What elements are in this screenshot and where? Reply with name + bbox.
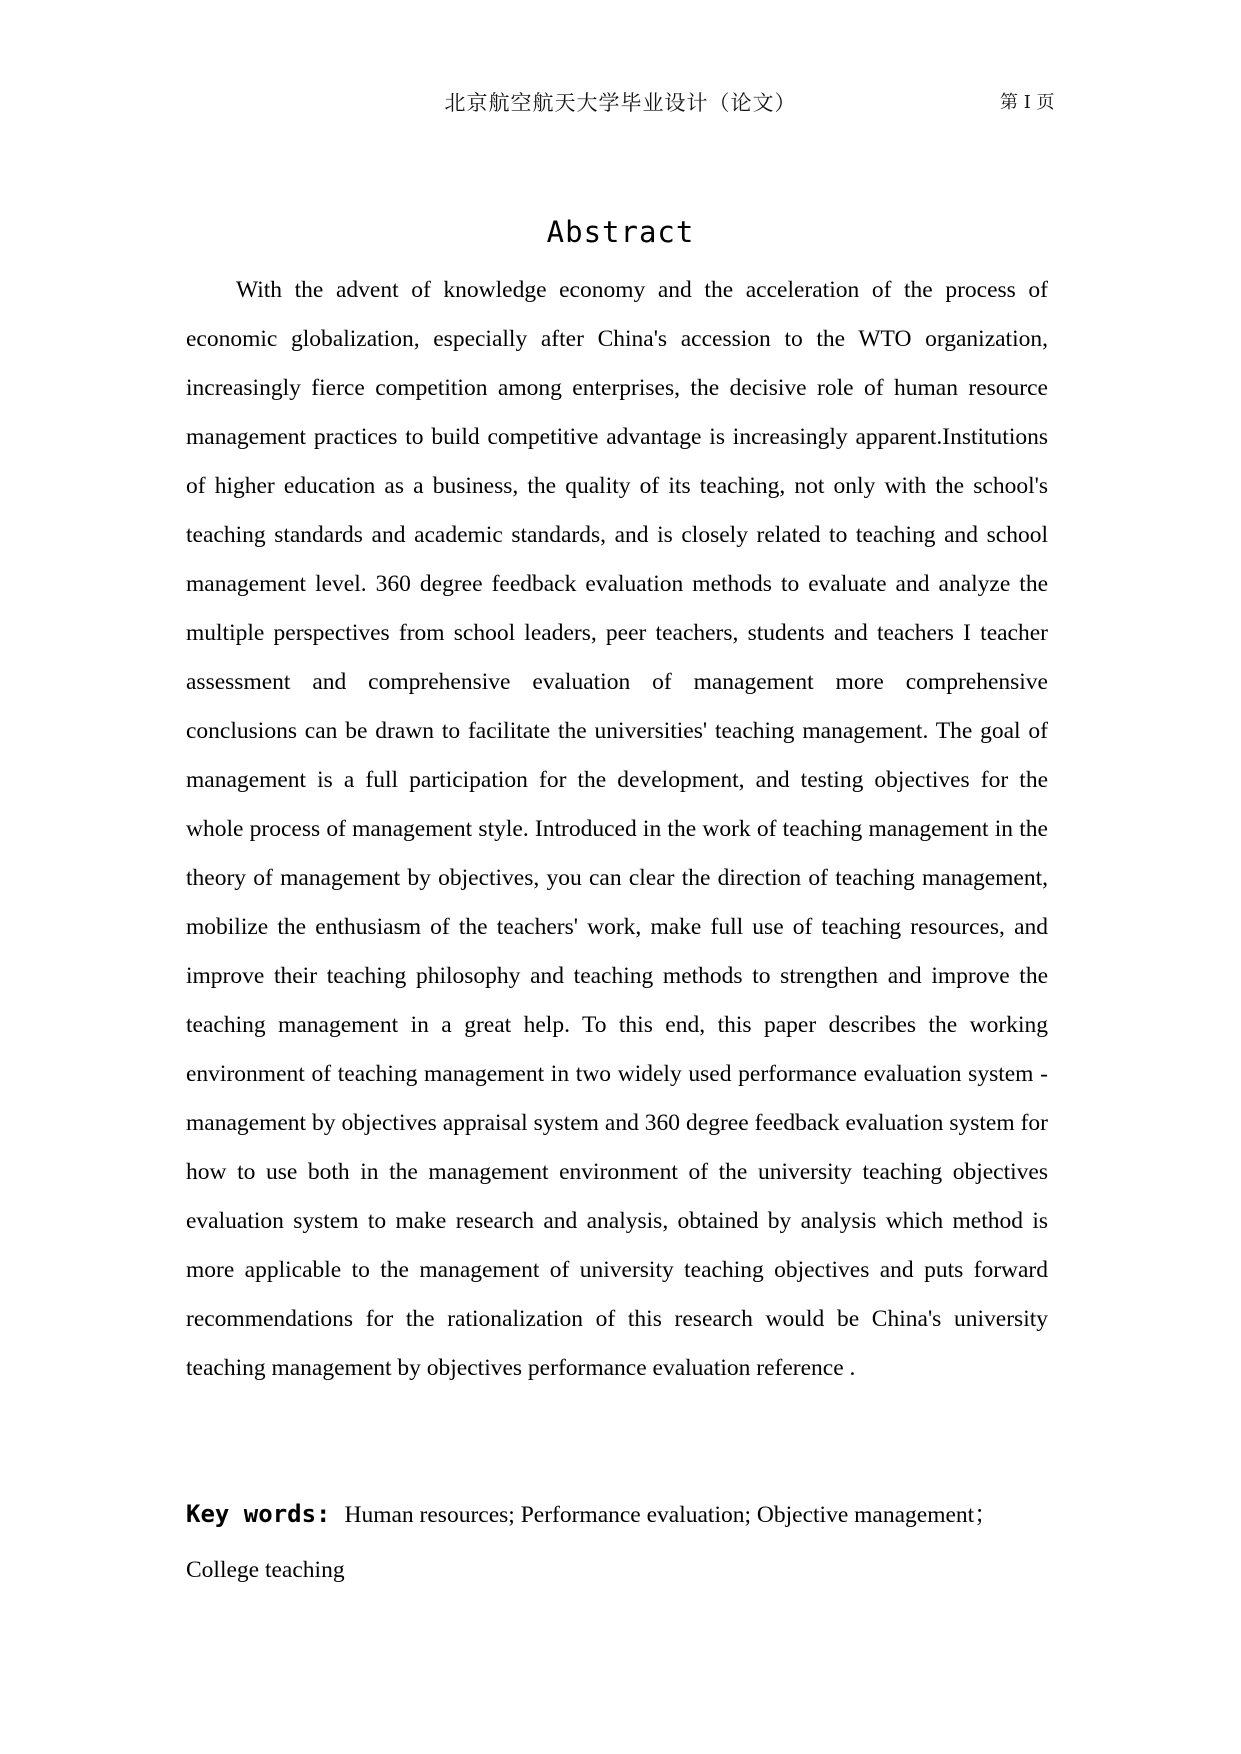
header-page-number: 第 I 页 bbox=[1000, 92, 1055, 113]
keywords-line bbox=[186, 1487, 1048, 1598]
header-divider bbox=[186, 134, 1056, 135]
abstract-title: Abstract bbox=[546, 215, 695, 249]
page-header bbox=[0, 88, 1241, 118]
abstract-body: With the advent of knowledge economy and the acceleration of the process of economic globalization, especially after China's accession to the WTO organization, increasingly fierce competition among enterprises, the decisive role of human resource management practices to build competitive advantage is increasingly apparent.Institutions of higher education as a business, the quality of its teaching, not only with the school's teaching standards and academic standards, and is closely related to teaching and school management level. 360 degree feedback evaluation methods to evaluate and analyze the multiple perspectives from school leaders, peer teachers, students and teachers I teacher assessment and comprehensive evaluation of management more comprehensive conclusions can be drawn to facilitate the universities' teaching management. The goal of management is a full participation for the development, and testing objectives for the whole process of management style. Introduced in the work of teaching management in the theory of management by objectives, you can clear the direction of teaching management, mobilize the enthusiasm of the teachers' work, make full use of teaching resources, and improve their teaching philosophy and teaching methods to strengthen and improve the teaching management in a great help. To this end, this paper describes the working environment of teaching management in two widely used performance evaluation system - management by objectives appraisal system and 360 degree feedback evaluation system for how to use both in the management environment of the university teaching objectives evaluation system to make research and analysis, obtained by analysis which method is more applicable to the management of university teaching objectives and puts forward recommendations for the rationalization of this research would be China's university teaching management by objectives performance evaluation reference . bbox=[186, 277, 1048, 1381]
keywords-label: Key words: bbox=[186, 1500, 331, 1528]
keywords-text: Human resources; Performance evaluation; Objective management；College teaching bbox=[186, 1502, 998, 1583]
header-title: 北京航空航天大学毕业设计（论文） bbox=[444, 91, 797, 115]
